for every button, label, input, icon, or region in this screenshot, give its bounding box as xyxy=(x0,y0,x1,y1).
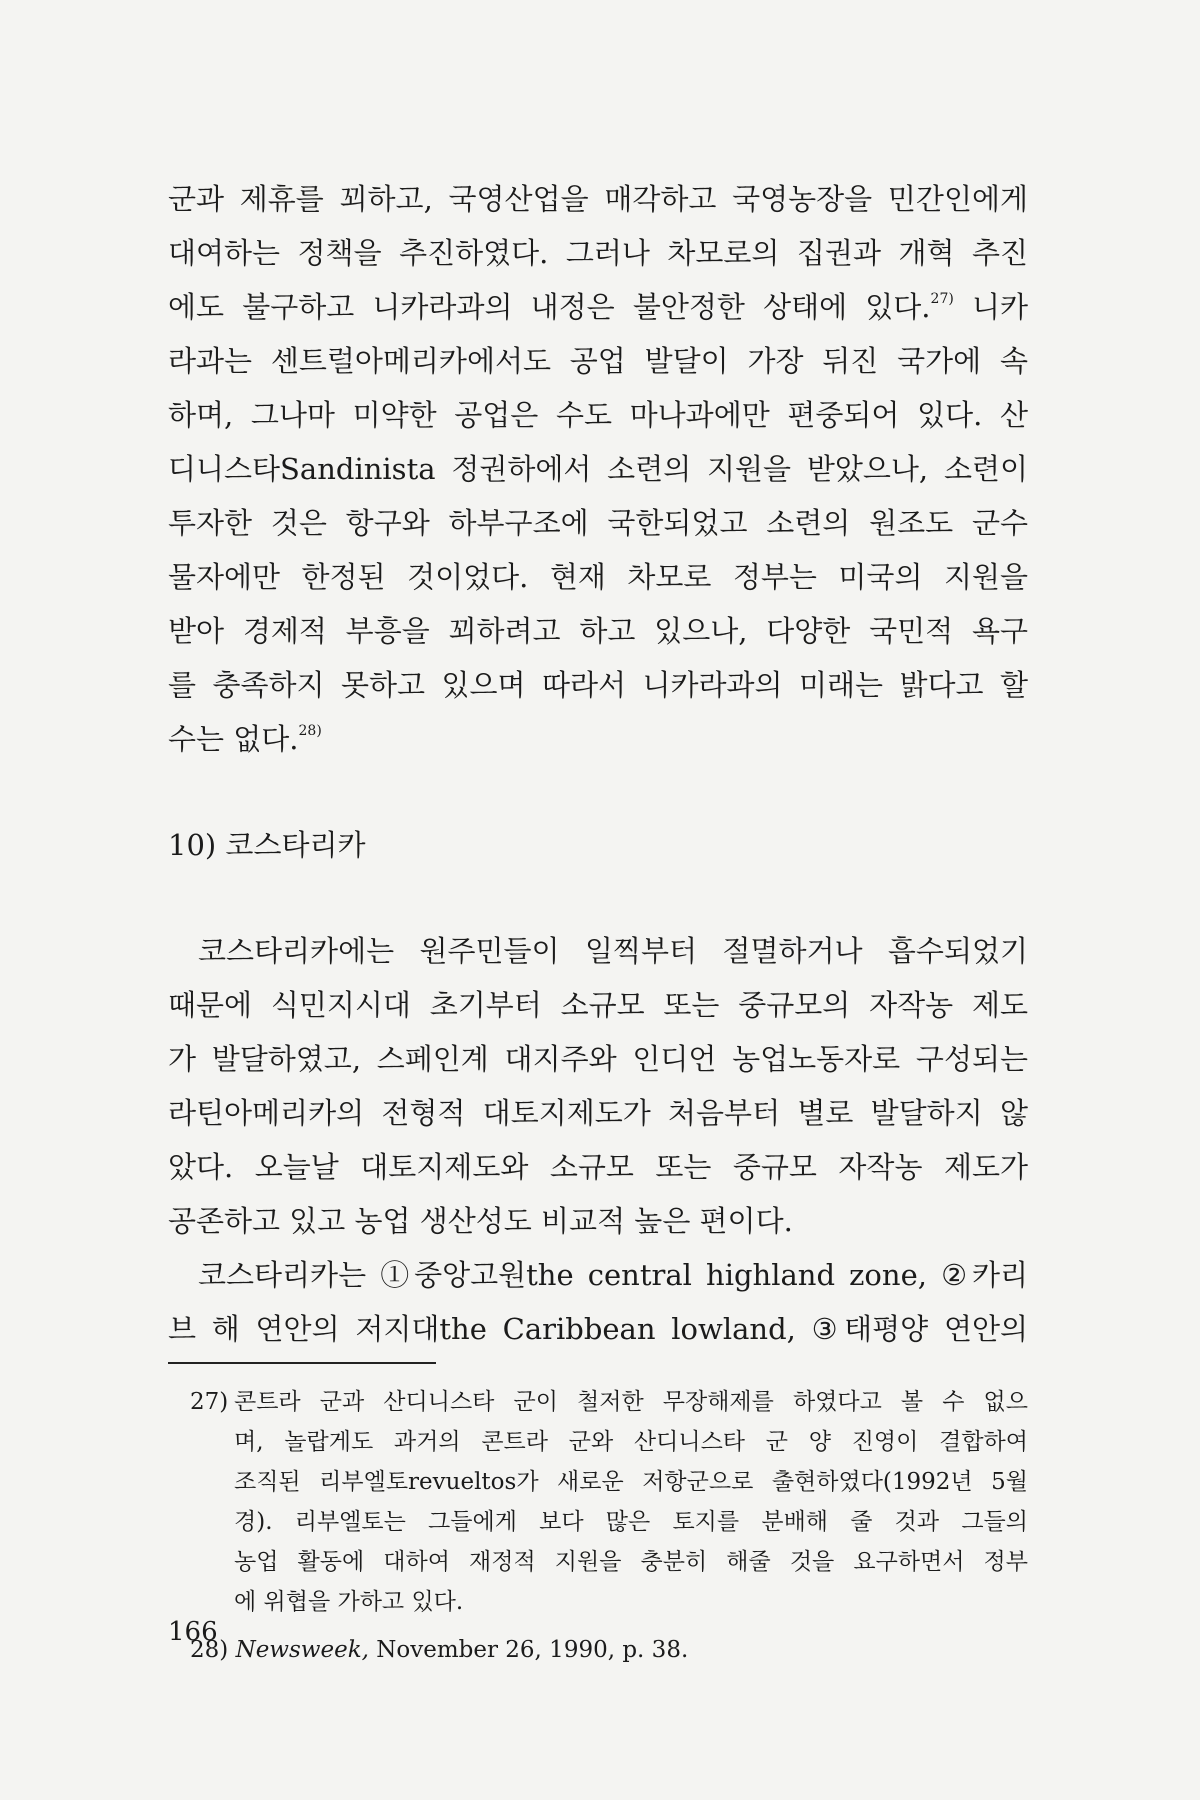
text-line: 때문에 식민지시대 초기부터 소규모 또는 중규모의 자작농 제도 xyxy=(168,988,1028,1022)
text-line: 브 해 연안의 저지대the Caribbean lowland, ③태평양 연안의 xyxy=(168,1312,1028,1346)
footnote-ref-28[interactable]: 28) xyxy=(298,723,322,739)
footnote-line: 며, 놀랍게도 과거의 콘트라 군와 산디니스타 군 양 진영이 결합하여 xyxy=(234,1429,1028,1455)
footnote-line: 경). 리부엘토는 그들에게 보다 많은 토지를 분배해 줄 것과 그들의 xyxy=(234,1509,1028,1535)
text-line: 하며, 그나마 미약한 공업은 수도 마나과에만 편중되어 있다. 산 xyxy=(168,398,1028,432)
footnote-text: 콘트라 군과 산디니스타 군이 철저한 무장해제를 하였다고 볼 수 없으 xyxy=(234,1389,1028,1415)
page-body xyxy=(168,172,1028,1670)
text-line: 군과 제휴를 꾀하고, 국영산업을 매각하고 국영농장을 민간인에게 xyxy=(168,182,1028,216)
footnote-line: 에 위협을 가하고 있다. xyxy=(234,1589,464,1615)
section-heading-costa-rica: 10) 코스타리카 xyxy=(168,828,366,862)
text-line: 코스타리카는 ①중앙고원the central highland zone, ②카리 xyxy=(198,1258,1028,1292)
text-line: 대여하는 정책을 추진하였다. 그러나 차모로의 집권과 개혁 추진 xyxy=(168,236,1028,270)
footnote-line: 농업 활동에 대하여 재정적 지원을 충분히 해줄 것을 요구하면서 정부 xyxy=(234,1549,1028,1575)
text-line: 투자한 것은 항구와 하부구조에 국한되었고 소련의 원조도 군수 xyxy=(168,506,1028,540)
text-line-with-ref xyxy=(168,280,1028,334)
text-segment: 에도 불구하고 니카라과의 내정은 불안정한 상태에 있다. xyxy=(168,290,931,324)
footnote-divider xyxy=(168,1362,436,1364)
paragraph-costa-rica-2 xyxy=(168,1248,1028,1356)
text-line: 라틴아메리카의 전형적 대토지제도가 처음부터 별로 발달하지 않 xyxy=(168,1096,1028,1130)
text-segment: 니카 xyxy=(953,290,1029,324)
paragraph-nicaragua xyxy=(168,172,1028,766)
paragraph-costa-rica-1 xyxy=(168,924,1028,1248)
footnote-number: 27) xyxy=(190,1389,229,1415)
text-segment: 수는 없다. xyxy=(168,722,299,756)
footnote-citation: November 26, 1990, p. 38. xyxy=(368,1637,689,1663)
footnote-line: 조직된 리부엘토revueltos가 새로운 저항군으로 출현하였다(1992년 5월 xyxy=(234,1469,1028,1495)
footnote-27 xyxy=(168,1382,1028,1622)
text-line: 디니스타Sandinista 정권하에서 소련의 지원을 받았으나, 소련이 xyxy=(168,452,1028,486)
footnote-28 xyxy=(168,1630,1028,1670)
footnote-journal: Newsweek, xyxy=(235,1637,369,1663)
text-line: 받아 경제적 부흥을 꾀하려고 하고 있으나, 다양한 국민적 욕구 xyxy=(168,614,1028,648)
text-line: 물자에만 한정된 것이었다. 현재 차모로 정부는 미국의 지원을 xyxy=(168,560,1028,594)
text-line-with-ref xyxy=(168,712,1028,766)
text-line: 코스타리카에는 원주민들이 일찍부터 절멸하거나 흡수되었기 xyxy=(198,934,1028,968)
text-line: 를 충족하지 못하고 있으며 따라서 니카라과의 미래는 밝다고 할 xyxy=(168,668,1028,702)
footnote-ref-27[interactable]: 27) xyxy=(930,291,954,307)
page-number: 166 xyxy=(168,1617,218,1647)
text-line: 라과는 센트럴아메리카에서도 공업 발달이 가장 뒤진 국가에 속 xyxy=(168,344,1028,378)
footnote-number: 28) xyxy=(190,1637,229,1663)
text-line: 공존하고 있고 농업 생산성도 비교적 높은 편이다. xyxy=(168,1204,793,1238)
text-line: 가 발달하였고, 스페인계 대지주와 인디언 농업노동자로 구성되는 xyxy=(168,1042,1028,1076)
text-line: 았다. 오늘날 대토지제도와 소규모 또는 중규모 자작농 제도가 xyxy=(168,1150,1028,1184)
footnote-line xyxy=(168,1382,1028,1422)
